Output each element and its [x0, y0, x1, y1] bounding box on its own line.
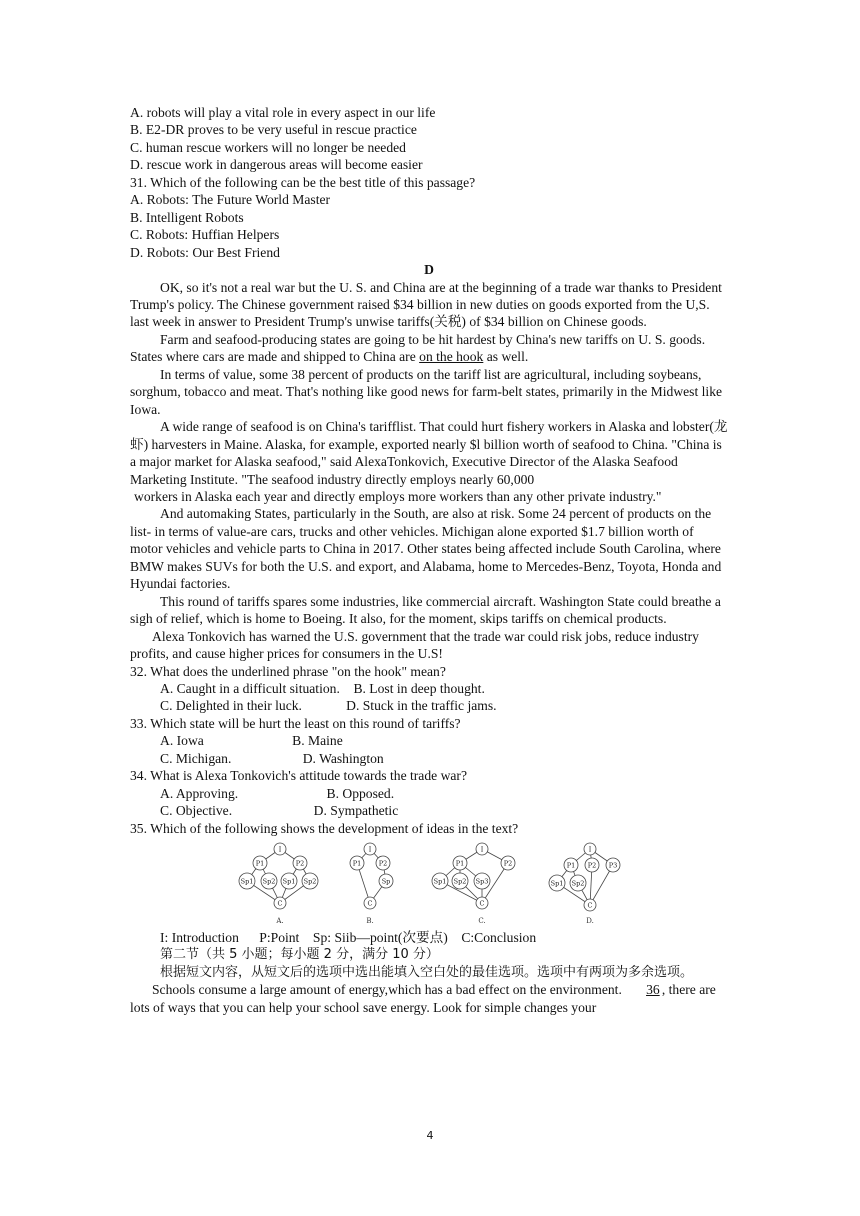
svg-text:P1: P1 [352, 859, 362, 868]
q31-option-c: C. Robots: Huffian Helpers [130, 227, 280, 243]
q33-options-row-2: C. Michigan. D. Washington [160, 750, 384, 766]
svg-text:P2: P2 [503, 859, 513, 868]
q31-option-b: B. Intelligent Robots [130, 209, 244, 225]
svg-text:Sp2: Sp2 [571, 879, 585, 888]
svg-text:P2: P2 [587, 861, 597, 870]
svg-text:Sp1: Sp1 [282, 877, 296, 886]
diagram-label-a: A. [276, 917, 284, 926]
q35-question: 35. Which of the following shows the development of ideas in the text? [130, 820, 519, 836]
q31-option-a: A. Robots: The Future World Master [130, 192, 331, 208]
q34-options-row-2: C. Objective. D. Sympathetic [160, 803, 399, 819]
svg-text:Sp: Sp [381, 877, 391, 886]
document-page [130, 104, 728, 1016]
q30-option-c: C. human rescue workers will no longer be needed [130, 139, 406, 155]
passage-paragraph-2 [130, 331, 728, 366]
svg-text:Sp2: Sp2 [303, 877, 317, 886]
svg-text:Sp1: Sp1 [550, 879, 564, 888]
svg-text:C: C [587, 901, 593, 910]
passage-paragraph-6: This round of tariffs spares some industries, like commercial aircraft. Washington State could breathe a sigh of relief, which is home to Boeing. It also, for the moment, skips tariffs on chemical products. [130, 593, 721, 627]
q32-options-row-2: C. Delighted in their luck. D. Stuck in the traffic jams. [160, 698, 497, 714]
paragraph-2-text-before: Farm and seafood-producing states are going to be hit hardest by China's new tariffs on U. S. goods. States where cars are made and shipped to China are [130, 331, 706, 365]
passage-text-after-blank: , there are lots of ways that you can help your school save energy. Look for simple changes your [130, 982, 716, 1015]
svg-text:P1: P1 [455, 859, 465, 868]
passage-paragraph-3: In terms of value, some 38 percent of products on the tariff list are agricultural, including soybeans, sorghum, tobacco and meat. That's nothing like good news for farm-belt states, primarily in the Midwest like Iowa. [130, 366, 723, 417]
svg-text:Sp1: Sp1 [433, 877, 447, 886]
svg-text:P2: P2 [295, 859, 305, 868]
blank-36: 36 [646, 982, 660, 998]
svg-text:Sp2: Sp2 [262, 877, 276, 886]
section-2-instructions: 根据短文内容，从短文后的选项中选出能填入空白处的最佳选项。选项中有两项为多余选项。 [160, 964, 694, 980]
q30-option-d: D. rescue work in dangerous areas will become easier [130, 157, 423, 173]
section-2-passage [130, 981, 728, 1016]
passage-paragraph-7: Alexa Tonkovich has warned the U.S. government that the trade war could risk jobs, reduce industry profits, and cause higher prices for consumers in the U.S! [130, 628, 699, 662]
svg-text:P3: P3 [608, 861, 618, 870]
svg-text:I: I [368, 845, 372, 854]
structure-diagrams [130, 837, 728, 929]
svg-text:C: C [479, 899, 485, 908]
section-2-header: 第二节（共 5 小题；每小题 2 分，满分 10 分） [160, 947, 439, 963]
passage-paragraph-5: And automaking States, particularly in the South, are also at risk. Some 24 percent of products on the list- in terms of value-are cars, trucks and other vehicles. Michigan alone exported $1.7 billion worth of motor vehicles and vehicle parts to China in 2017. Other states being affected include South Carolina, where BMW makes SUVs for both the U.S. and export, and Alabama, home to Mercedes-Benz, Toyota, Honda and Hyundai factories. [130, 506, 722, 592]
svg-text:C: C [277, 899, 283, 908]
q32-options-row-1: A. Caught in a difficult situation. B. Lost in deep thought. [160, 680, 485, 696]
svg-text:P1: P1 [255, 859, 265, 868]
svg-text:I: I [480, 845, 484, 854]
diagram-label-b: B. [366, 917, 374, 926]
svg-text:I: I [588, 845, 592, 854]
diagram-c [432, 843, 515, 909]
passage-text-before-blank: Schools consume a large amount of energy,which has a bad effect on the environment. [152, 982, 622, 998]
svg-text:P1: P1 [566, 861, 576, 870]
diagram-label-d: D. [586, 917, 594, 926]
passage-paragraph-1: OK, so it's not a real war but the U. S. and China are at the beginning of a trade war thanks to President Trump's policy. The Chinese government raised $34 billion in new duties on goods exported from the U,S. last week in answer to President Trump's unwise tariffs(关税) of $34 billion on Chinese goods. [130, 279, 722, 330]
diagram-legend: I: Introduction P:Point Sp: Siib—point(次要点) C:Conclusion [160, 930, 537, 946]
q33-options-row-1: A. Iowa B. Maine [160, 733, 343, 749]
svg-text:I: I [278, 845, 282, 854]
q34-question: 34. What is Alexa Tonkovich's attitude towards the trade war? [130, 768, 467, 784]
svg-text:C: C [367, 899, 373, 908]
q30-option-b: B. E2-DR proves to be very useful in rescue practice [130, 122, 417, 138]
diagram-d [549, 843, 620, 911]
passage-paragraph-4a: A wide range of seafood is on China's tarifflist. That could hurt fishery workers in Alaska and lobster(龙虾) harvesters in Maine. Alaska, for example, exported nearly $l billion worth of seafood to China. "China is a major market for Alaska seafood," said AlexaTonkovich, Executive Director of the Alaska Seafood Marketing Institute. "The seafood industry directly employs nearly 60,000 [130, 419, 728, 487]
passage-paragraph-4b: workers in Alaska each year and directly employs more workers than any other private industry." [134, 488, 662, 504]
q31-option-d: D. Robots: Our Best Friend [130, 244, 280, 260]
diagram-label-c: C. [478, 917, 486, 926]
svg-text:Sp1: Sp1 [240, 877, 254, 886]
underlined-phrase: on the hook [419, 349, 484, 365]
section-d-heading: D [424, 262, 434, 278]
structure-diagrams-svg [236, 841, 626, 927]
svg-text:Sp3: Sp3 [475, 877, 489, 886]
q30-option-a: A. robots will play a vital role in every aspect in our life [130, 105, 436, 120]
svg-text:P2: P2 [378, 859, 388, 868]
q32-question: 32. What does the underlined phrase "on the hook" mean? [130, 663, 446, 679]
page-number: 4 [426, 1129, 434, 1142]
q31-question: 31. Which of the following can be the best title of this passage? [130, 174, 476, 190]
q34-options-row-1: A. Approving. B. Opposed. [160, 785, 395, 801]
q33-question: 33. Which state will be hurt the least on this round of tariffs? [130, 715, 461, 731]
svg-text:Sp2: Sp2 [453, 877, 467, 886]
paragraph-2-text-after: as well. [483, 349, 529, 365]
